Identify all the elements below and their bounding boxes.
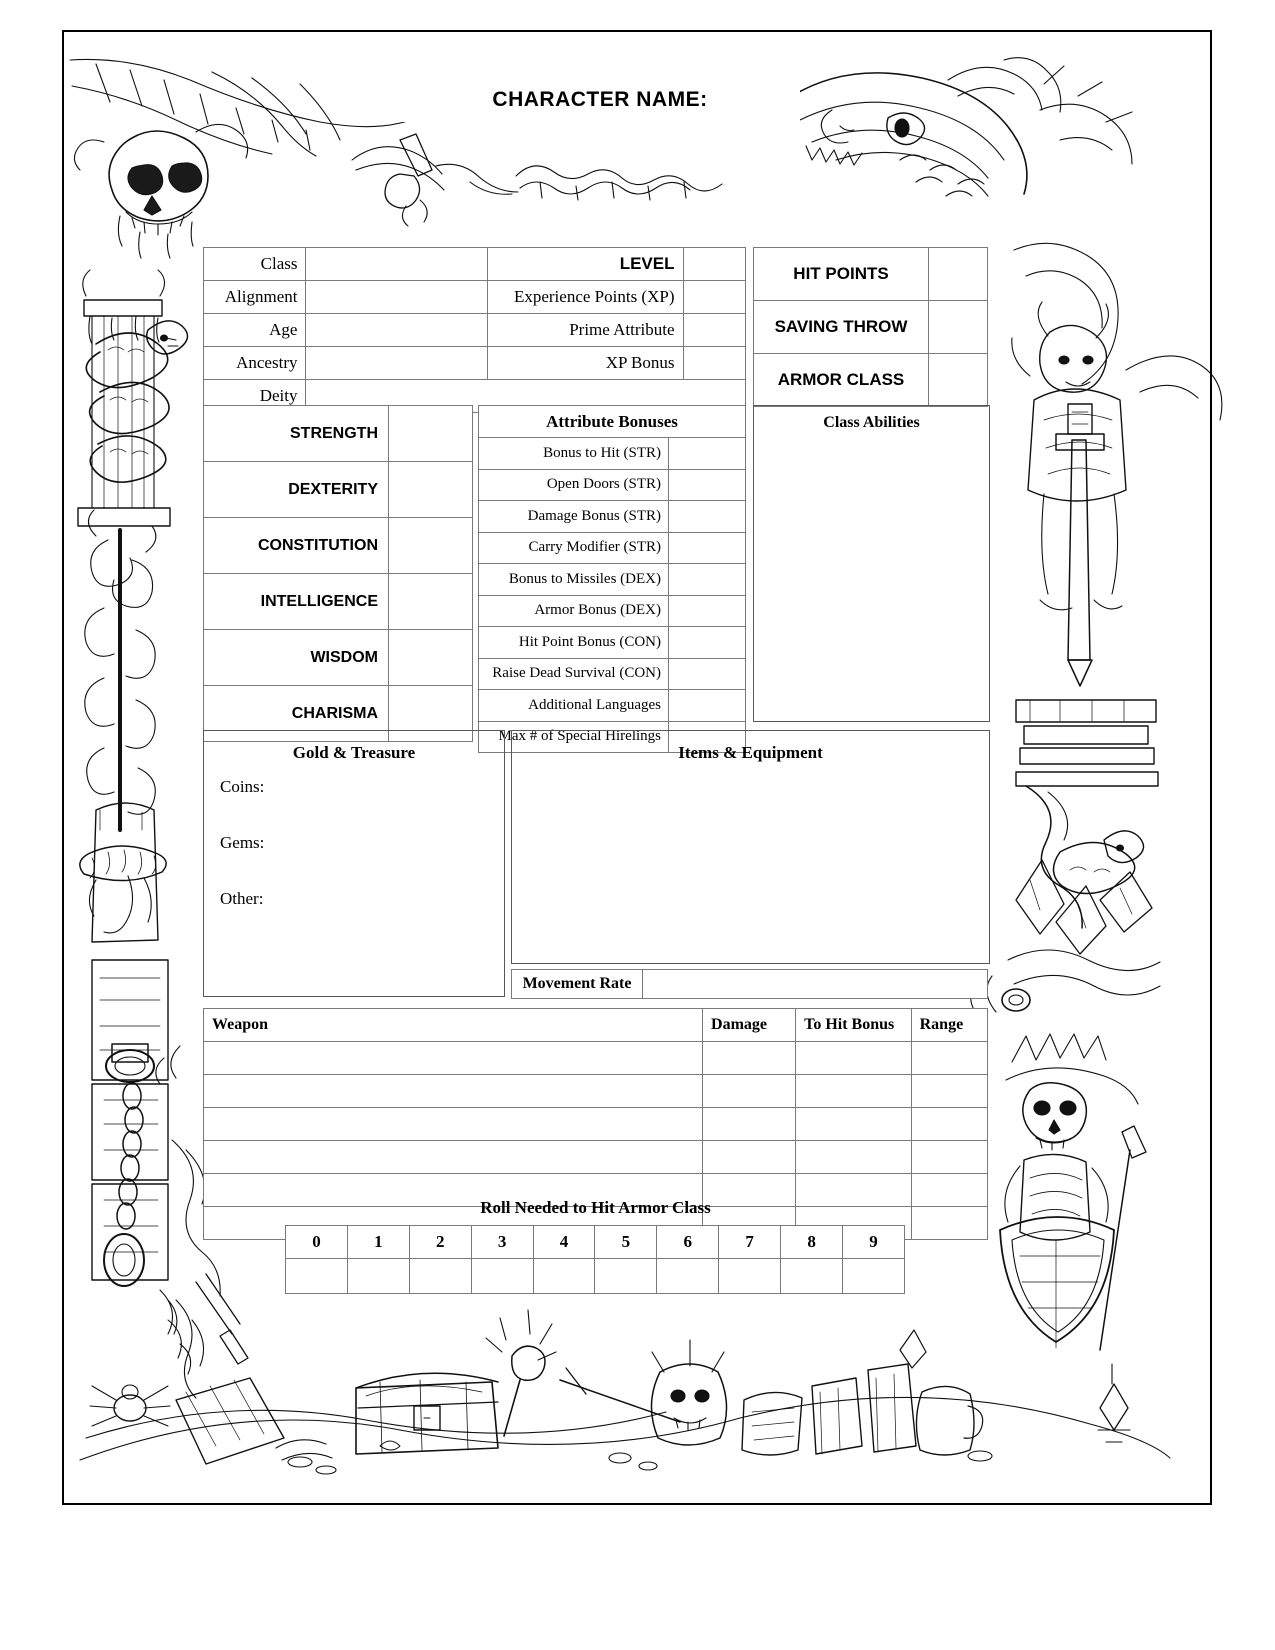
label-armor-class: ARMOR CLASS (754, 354, 929, 407)
ac-roll-4[interactable] (533, 1259, 595, 1294)
column-header-range: Range (911, 1009, 987, 1042)
label-hit-points: HIT POINTS (754, 248, 929, 301)
field-bonus-to-hit[interactable] (669, 438, 746, 470)
character-info-table (203, 247, 746, 413)
table-row (204, 1108, 988, 1141)
field-carry-modifier[interactable] (669, 532, 746, 564)
table-row (286, 1226, 905, 1259)
ac-header-3: 3 (471, 1226, 533, 1259)
label-dexterity: DEXTERITY (204, 462, 389, 518)
roll-to-hit-table (285, 1225, 905, 1294)
field-weapon-name[interactable] (204, 1108, 703, 1141)
gold-treasure-box (203, 730, 505, 997)
label-bonus-to-hit: Bonus to Hit (STR) (479, 438, 669, 470)
field-weapon-name[interactable] (204, 1042, 703, 1075)
label-raise-dead-survival: Raise Dead Survival (CON) (479, 658, 669, 690)
field-bonus-to-missiles[interactable] (669, 564, 746, 596)
table-row (754, 354, 988, 407)
label-strength: STRENGTH (204, 406, 389, 462)
label-xp: Experience Points (XP) (487, 281, 683, 314)
field-xp[interactable] (683, 281, 746, 314)
table-row (204, 406, 473, 462)
field-movement-rate[interactable] (643, 970, 988, 999)
label-gems: Gems: (220, 833, 265, 852)
table-row (479, 501, 746, 533)
table-row (479, 469, 746, 501)
label-age: Age (204, 314, 306, 347)
ac-roll-0[interactable] (286, 1259, 348, 1294)
field-damage-bonus[interactable] (669, 501, 746, 533)
ac-roll-1[interactable] (347, 1259, 409, 1294)
table-row (204, 574, 473, 630)
ac-header-8: 8 (781, 1226, 843, 1259)
label-hit-point-bonus: Hit Point Bonus (CON) (479, 627, 669, 659)
field-weapon-range[interactable] (911, 1075, 987, 1108)
field-armor-class[interactable] (929, 354, 988, 407)
label-additional-languages: Additional Languages (479, 690, 669, 722)
ability-scores-table (203, 405, 473, 742)
field-raise-dead-survival[interactable] (669, 658, 746, 690)
table-row (479, 438, 746, 470)
label-constitution: CONSTITUTION (204, 518, 389, 574)
field-intelligence[interactable] (389, 574, 473, 630)
field-weapon-to-hit[interactable] (796, 1108, 912, 1141)
field-saving-throw[interactable] (929, 301, 988, 354)
label-prime-attribute: Prime Attribute (487, 314, 683, 347)
field-open-doors[interactable] (669, 469, 746, 501)
class-abilities-title: Class Abilities (823, 414, 920, 431)
table-row (286, 1259, 905, 1294)
table-row (479, 564, 746, 596)
field-weapon-damage[interactable] (703, 1042, 796, 1075)
ac-roll-7[interactable] (719, 1259, 781, 1294)
label-saving-throw: SAVING THROW (754, 301, 929, 354)
ac-roll-8[interactable] (781, 1259, 843, 1294)
label-charisma: CHARISMA (204, 686, 389, 742)
ac-header-0: 0 (286, 1226, 348, 1259)
table-row (204, 518, 473, 574)
gold-treasure-title: Gold & Treasure (292, 743, 416, 762)
field-dexterity[interactable] (389, 462, 473, 518)
ac-roll-5[interactable] (595, 1259, 657, 1294)
label-movement-rate: Movement Rate (512, 970, 643, 999)
ac-header-1: 1 (347, 1226, 409, 1259)
field-weapon-damage[interactable] (703, 1108, 796, 1141)
roll-to-hit-title: Roll Needed to Hit Armor Class (480, 1198, 711, 1217)
table-row (204, 347, 746, 380)
table-row (204, 281, 746, 314)
field-wisdom[interactable] (389, 630, 473, 686)
field-weapon-damage[interactable] (703, 1141, 796, 1174)
table-row (204, 1009, 988, 1042)
label-armor-bonus: Armor Bonus (DEX) (479, 595, 669, 627)
field-armor-bonus[interactable] (669, 595, 746, 627)
field-class[interactable] (306, 248, 487, 281)
ac-header-2: 2 (409, 1226, 471, 1259)
vitals-table (753, 247, 988, 407)
ac-header-5: 5 (595, 1226, 657, 1259)
label-deity: Deity (204, 380, 306, 413)
ac-header-6: 6 (657, 1226, 719, 1259)
field-weapon-to-hit[interactable] (796, 1141, 912, 1174)
table-row (754, 248, 988, 301)
ac-roll-6[interactable] (657, 1259, 719, 1294)
field-hit-points[interactable] (929, 248, 988, 301)
attribute-bonuses-table (478, 405, 746, 753)
label-alignment: Alignment (204, 281, 306, 314)
table-row (204, 314, 746, 347)
field-weapon-to-hit[interactable] (796, 1042, 912, 1075)
table-row (479, 595, 746, 627)
field-weapon-damage[interactable] (703, 1075, 796, 1108)
table-row (479, 406, 746, 438)
field-constitution[interactable] (389, 518, 473, 574)
column-header-to-hit-bonus: To Hit Bonus (796, 1009, 912, 1042)
label-level: LEVEL (487, 248, 683, 281)
field-level[interactable] (683, 248, 746, 281)
label-xp-bonus: XP Bonus (487, 347, 683, 380)
label-intelligence: INTELLIGENCE (204, 574, 389, 630)
label-carry-modifier: Carry Modifier (STR) (479, 532, 669, 564)
label-class: Class (204, 248, 306, 281)
table-row (204, 1141, 988, 1174)
table-row (204, 630, 473, 686)
page-title: CHARACTER NAME: (492, 88, 708, 111)
field-hit-point-bonus[interactable] (669, 627, 746, 659)
attribute-bonuses-title: Attribute Bonuses (479, 406, 746, 438)
character-name-banner (400, 78, 800, 122)
field-weapon-name[interactable] (204, 1075, 703, 1108)
table-row (754, 301, 988, 354)
field-weapon-to-hit[interactable] (796, 1075, 912, 1108)
table-row (479, 532, 746, 564)
field-strength[interactable] (389, 406, 473, 462)
label-max-special-hirelings: Max # of Special Hirelings (479, 721, 669, 753)
field-weapon-range[interactable] (911, 1108, 987, 1141)
label-open-doors: Open Doors (STR) (479, 469, 669, 501)
label-damage-bonus: Damage Bonus (STR) (479, 501, 669, 533)
items-equipment-title: Items & Equipment (678, 743, 823, 762)
table-row (204, 1042, 988, 1075)
ac-header-4: 4 (533, 1226, 595, 1259)
ac-roll-2[interactable] (409, 1259, 471, 1294)
table-row (204, 462, 473, 518)
movement-rate-table (511, 969, 988, 999)
field-weapon-name[interactable] (204, 1141, 703, 1174)
field-xp-bonus[interactable] (683, 347, 746, 380)
field-ancestry[interactable] (306, 347, 487, 380)
ac-header-9: 9 (843, 1226, 905, 1259)
field-weapon-range[interactable] (911, 1042, 987, 1075)
field-alignment[interactable] (306, 281, 487, 314)
table-row (479, 627, 746, 659)
field-prime-attribute[interactable] (683, 314, 746, 347)
label-coins: Coins: (220, 777, 265, 796)
class-abilities-box[interactable] (753, 405, 990, 722)
ac-roll-9[interactable] (843, 1259, 905, 1294)
label-ancestry: Ancestry (204, 347, 306, 380)
field-weapon-range[interactable] (911, 1141, 987, 1174)
table-row (512, 970, 988, 999)
table-row (204, 248, 746, 281)
column-header-damage: Damage (703, 1009, 796, 1042)
label-other: Other: (220, 889, 264, 908)
label-wisdom: WISDOM (204, 630, 389, 686)
field-age[interactable] (306, 314, 487, 347)
column-header-weapon: Weapon (204, 1009, 703, 1042)
items-equipment-box[interactable] (511, 730, 990, 964)
table-row (479, 690, 746, 722)
table-row (479, 658, 746, 690)
field-additional-languages[interactable] (669, 690, 746, 722)
table-row (204, 1075, 988, 1108)
label-bonus-to-missiles: Bonus to Missiles (DEX) (479, 564, 669, 596)
ac-roll-3[interactable] (471, 1259, 533, 1294)
ac-header-7: 7 (719, 1226, 781, 1259)
